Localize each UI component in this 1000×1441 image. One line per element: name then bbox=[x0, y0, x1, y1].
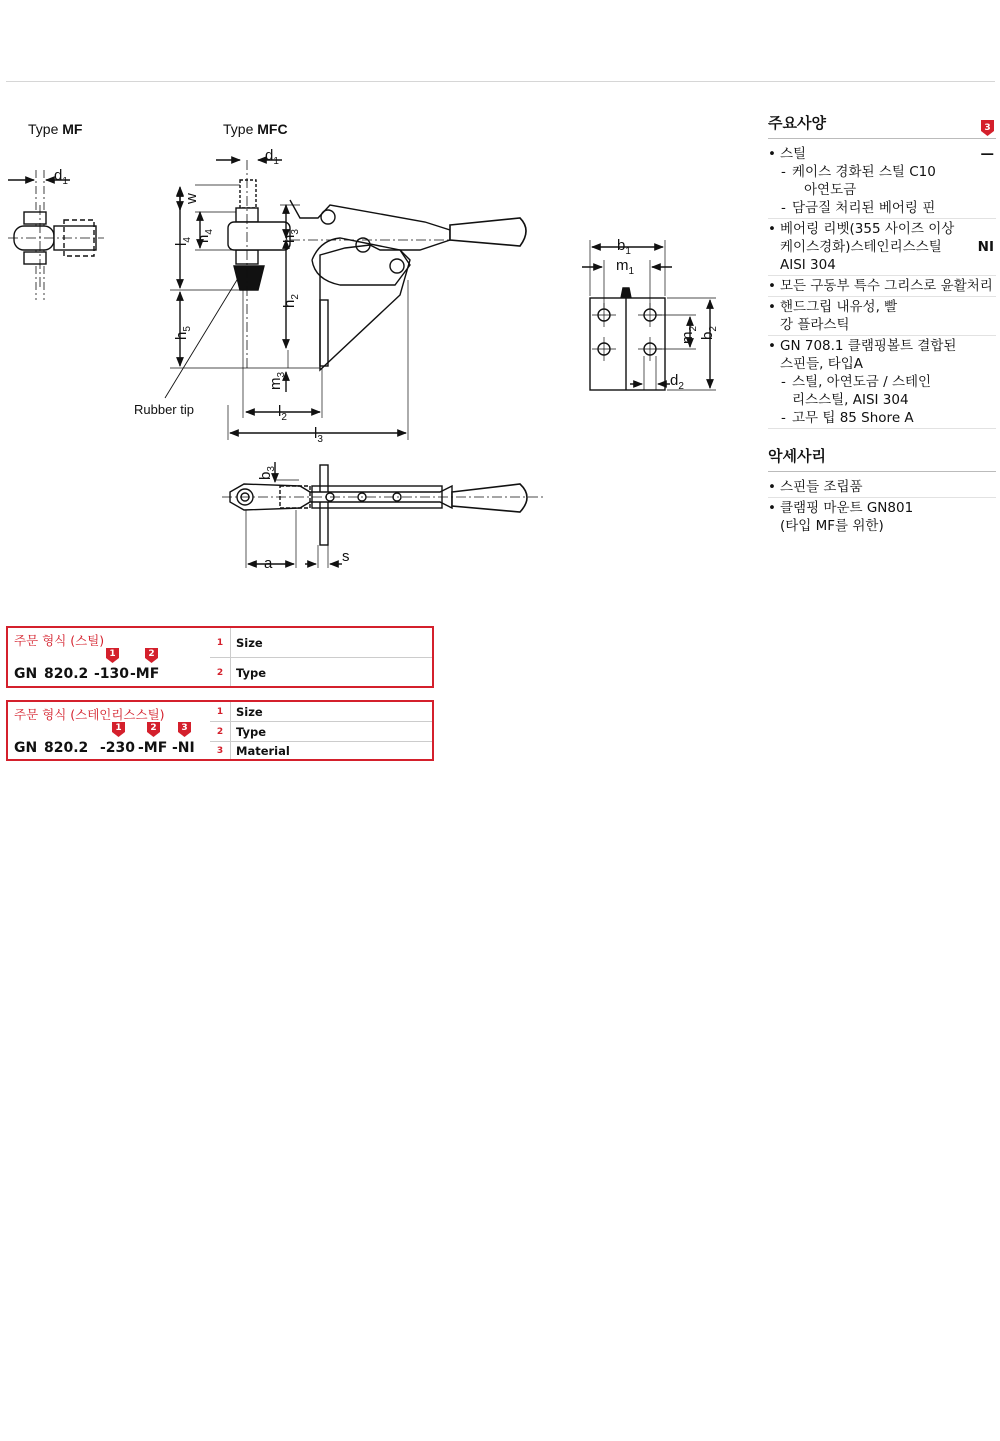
order-row: 3 Material bbox=[216, 744, 290, 758]
dim-b3: $b_3$ bbox=[257, 466, 277, 480]
dim-m2: $m_2$ bbox=[679, 325, 699, 344]
type-mfc-label: Type MFC bbox=[223, 121, 288, 137]
dim-b2: $b_2$ bbox=[699, 326, 719, 340]
dim-h3: $h_3$ bbox=[281, 229, 301, 243]
dim-l2: $l_2$ bbox=[278, 403, 287, 423]
order-row: 1 Size bbox=[210, 628, 432, 658]
section-marker-icon bbox=[981, 120, 994, 136]
order-row: 2 Type bbox=[216, 665, 267, 680]
dim-d1-mf: $d_1$ bbox=[54, 167, 68, 187]
dim-b1: $b_1$ bbox=[617, 237, 631, 257]
spec-item: • GN 708.1 클램핑볼트 결합된 스핀들, 타입A - 스틸, 아연도금 / 스테인리스스틸, AISI 304 - 고무 팁 85 Shore A bbox=[768, 337, 996, 429]
spec-item: • 스틸 — - 케이스 경화된 스틸 C10 아연도금 - 담금질 처리된 베어링 핀 bbox=[768, 145, 996, 219]
order-box-steel: 주문 형식 (스틸) 1 2 GN 820.2 -130 -MF 1 Size 2 Type bbox=[6, 626, 434, 688]
badge-2-icon: 2 bbox=[145, 648, 158, 663]
dim-l4: $l_4$ bbox=[173, 237, 193, 246]
dim-h4: $h_4$ bbox=[195, 229, 215, 243]
order-title: 주문 형식 (스테인리스스틸) bbox=[14, 707, 165, 722]
dim-w: w bbox=[183, 193, 200, 204]
badge-3-icon: 3 bbox=[178, 722, 191, 737]
order-title: 주문 형식 (스틸) bbox=[14, 633, 105, 648]
dim-m3: $m_3$ bbox=[267, 371, 287, 390]
dim-l3: $l_3$ bbox=[314, 425, 323, 445]
accessory-item: • 스핀들 조립품 bbox=[768, 478, 996, 498]
spec-item: • 핸드그립 내유성, 빨강 플라스틱 bbox=[768, 298, 996, 336]
order-row: 2 Type bbox=[210, 722, 432, 742]
rubber-tip-label: Rubber tip bbox=[134, 402, 194, 417]
spec-panel bbox=[768, 114, 996, 537]
order-box-stainless: 주문 형식 (스테인리스스틸) 1 2 3 GN 820.2 -230 -MF -NI 1 Size 2 Type 3 Material bbox=[6, 700, 434, 761]
mfc-main-view bbox=[165, 160, 526, 440]
top-divider bbox=[6, 81, 995, 82]
badge-1-icon: 1 bbox=[112, 722, 125, 737]
order-row: 1 Size bbox=[210, 702, 432, 722]
accessories-title: 악세사리 bbox=[768, 447, 996, 472]
spec-title: 주요사양 3 bbox=[768, 114, 996, 139]
type-mf-label: Type MF bbox=[28, 121, 83, 137]
dim-m1: $m_1$ bbox=[616, 257, 635, 277]
dim-a: a bbox=[264, 555, 273, 572]
badge-2-icon: 2 bbox=[147, 722, 160, 737]
svg-text:3: 3 bbox=[984, 123, 991, 133]
dim-d2: $d_2$ bbox=[670, 372, 684, 392]
technical-drawing bbox=[0, 100, 760, 590]
mounting-plate-view bbox=[582, 240, 716, 390]
dim-h5: $h_5$ bbox=[173, 326, 193, 340]
accessory-item: • 클램핑 마운트 GN801 (타입 MF를 위한) bbox=[768, 499, 996, 536]
mf-side-view bbox=[8, 170, 104, 300]
dim-d1-mfc: $d_1$ bbox=[265, 147, 279, 167]
dim-s: s bbox=[342, 548, 350, 565]
spec-item: • NI 베어링 리벳(355 사이즈 이상 케이스경화)스테인리스스틸 AISI 304 bbox=[768, 220, 996, 276]
spec-item: • 모든 구동부 특수 그리스로 윤활처리 bbox=[768, 277, 996, 297]
dim-h2: $h_2$ bbox=[281, 294, 301, 308]
badge-1-icon: 1 bbox=[106, 648, 119, 663]
